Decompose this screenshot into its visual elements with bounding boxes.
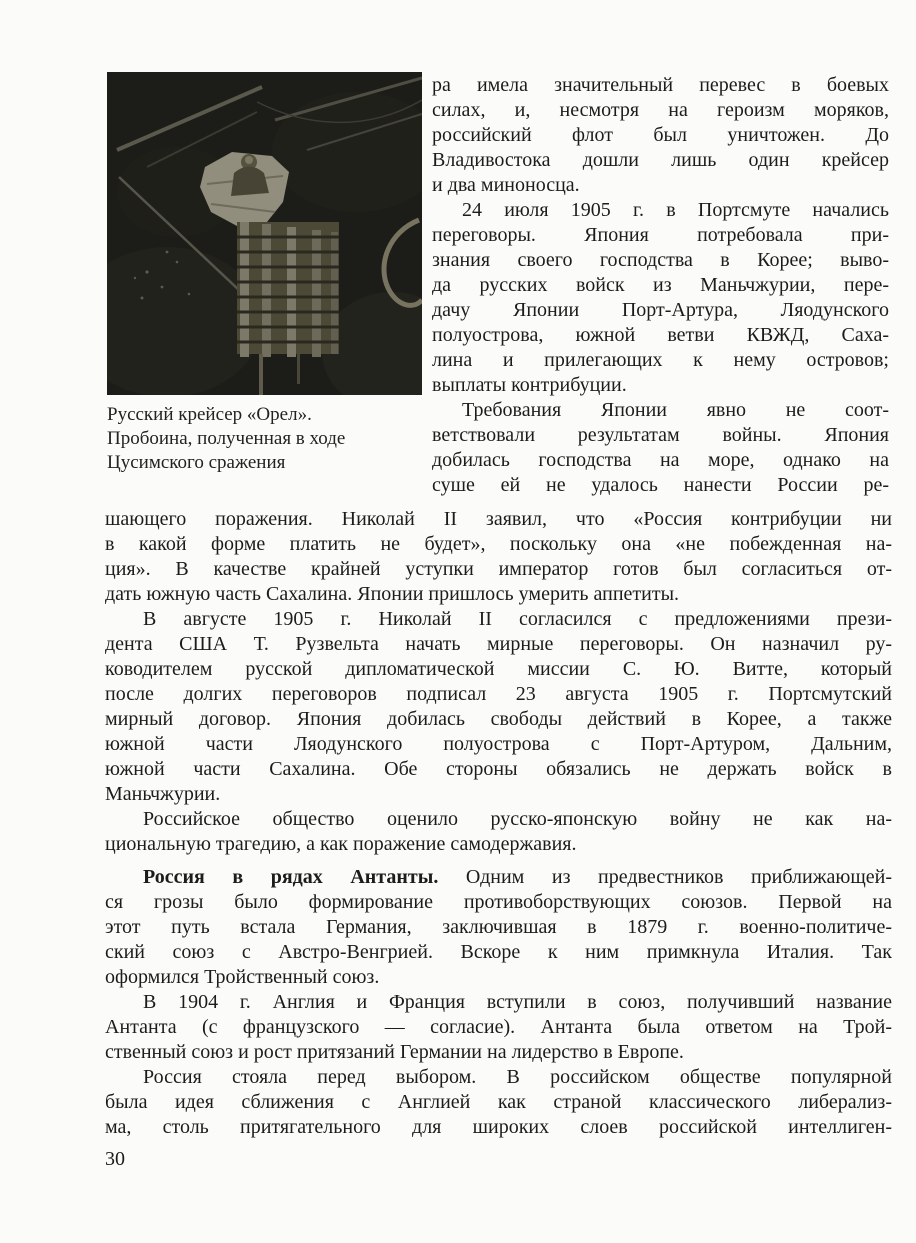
text-line: этот путь встала Германия, заключившая в 1879 г. военно-политиче- bbox=[105, 916, 892, 938]
text-line: ция». В качестве крайней уступки император готов был согласиться от- bbox=[105, 558, 892, 580]
text-line: ственный союз и рост притязаний Германии на лидерство в Европе. bbox=[105, 1041, 684, 1063]
text-line: 24 июля 1905 г. в Портсмуте начались bbox=[462, 199, 889, 221]
text-line: ководителем русской дипломатической миссии С. Ю. Витте, который bbox=[105, 658, 892, 680]
text-line: после долгих переговоров подписал 23 августа 1905 г. Портсмутский bbox=[105, 683, 892, 705]
text-line: ский союз с Австро-Венгрией. Вскоре к ним примкнула Италия. Так bbox=[105, 941, 892, 963]
photo-caption-line: Пробоина, полученная в ходе bbox=[107, 428, 346, 449]
paragraph-lead-rest: Одним из предвестников приближающей- bbox=[438, 866, 892, 888]
text-line: ся грозы было формирование противоборствующих союзов. Первой на bbox=[105, 891, 892, 913]
text-line: знания своего господства в Корее; выво- bbox=[432, 249, 889, 271]
text-line: Маньчжурии. bbox=[105, 783, 221, 805]
text-line: в какой форме платить не будет», поскольку она «не побежденная на- bbox=[105, 533, 892, 555]
text-line: российский флот был уничтожен. До bbox=[432, 124, 889, 146]
text-line: южной части Ляодунского полуострова с Порт-Артуром, Дальним, bbox=[105, 733, 892, 755]
text-line: добилась господства на море, однако на bbox=[432, 449, 889, 471]
paragraph bbox=[105, 507, 892, 607]
paragraph bbox=[105, 990, 892, 1065]
text-line bbox=[105, 865, 892, 890]
page-number: 30 bbox=[105, 1148, 125, 1170]
text-line: ра имела значительный перевес в боевых bbox=[432, 74, 889, 96]
main-text bbox=[105, 507, 892, 1140]
text-line: силах, и, несмотря на героизм моряков, bbox=[432, 99, 889, 121]
text-line: шающего поражения. Николай II заявил, что «Россия контрибуции ни bbox=[105, 508, 892, 530]
text-line: да русских войск из Маньчжурии, пере- bbox=[432, 274, 889, 296]
text-line: В 1904 г. Англия и Франция вступили в союз, получивший название bbox=[143, 991, 892, 1013]
text-line: циональную трагедию, а как поражение самодержавия. bbox=[105, 833, 577, 855]
paragraph-lead-bold: Россия в рядах Антанты. bbox=[143, 866, 439, 888]
text-line: Российское общество оценило русско-японскую войну не как на- bbox=[143, 808, 892, 830]
ship-damage-photo-image bbox=[107, 72, 422, 395]
text-line: дачу Японии Порт-Артура, Ляодунского bbox=[432, 299, 889, 321]
right-text-column bbox=[432, 73, 889, 498]
text-line: оформился Тройственный союз. bbox=[105, 966, 380, 988]
text-line: ма, столь притягательного для широких слоев российской интеллиген- bbox=[105, 1116, 892, 1138]
text-line: выплаты контрибуции. bbox=[432, 374, 627, 396]
text-line: Антанта (с французского — согласие). Антанта была ответом на Трой- bbox=[105, 1016, 892, 1038]
paragraph bbox=[105, 1065, 892, 1140]
text-line: была идея сближения с Англией как страной классического либерализ- bbox=[105, 1091, 892, 1113]
text-line: Владивостока дошли лишь один крейсер bbox=[432, 149, 889, 171]
photo-caption bbox=[107, 403, 447, 475]
text-line: южной части Сахалина. Обе стороны обязались не держать войск в bbox=[105, 758, 892, 780]
text-line: суше ей не удалось нанести России ре- bbox=[432, 474, 889, 496]
photo-caption-line: Русский крейсер «Орел». bbox=[107, 404, 312, 425]
text-line: дента США Т. Рузвельта начать мирные переговоры. Он назначил ру- bbox=[105, 633, 892, 655]
text-line: В августе 1905 г. Николай II согласился с предложениями прези- bbox=[143, 608, 892, 630]
text-line: ветствовали результатам войны. Япония bbox=[432, 424, 889, 446]
ship-damage-photo bbox=[107, 72, 422, 395]
text-line: Россия стояла перед выбором. В российском обществе популярной bbox=[143, 1066, 892, 1088]
paragraph-antanta bbox=[105, 865, 892, 990]
photo-caption-line: Цусимского сражения bbox=[107, 452, 286, 473]
text-line: мирный договор. Япония добилась свободы действий в Корее, а также bbox=[105, 708, 892, 730]
paragraph bbox=[105, 807, 892, 857]
text-line: дать южную часть Сахалина. Японии пришлось умерить аппетиты. bbox=[105, 583, 680, 605]
text-line: переговоры. Япония потребовала при- bbox=[432, 224, 889, 246]
text-line: и два миноносца. bbox=[432, 174, 580, 196]
paragraph bbox=[105, 607, 892, 807]
text-line: полуострова, южной ветви КВЖД, Саха- bbox=[432, 324, 889, 346]
text-line: Требования Японии явно не соот- bbox=[462, 399, 889, 421]
text-line: лина и прилегающих к нему островов; bbox=[432, 349, 889, 371]
